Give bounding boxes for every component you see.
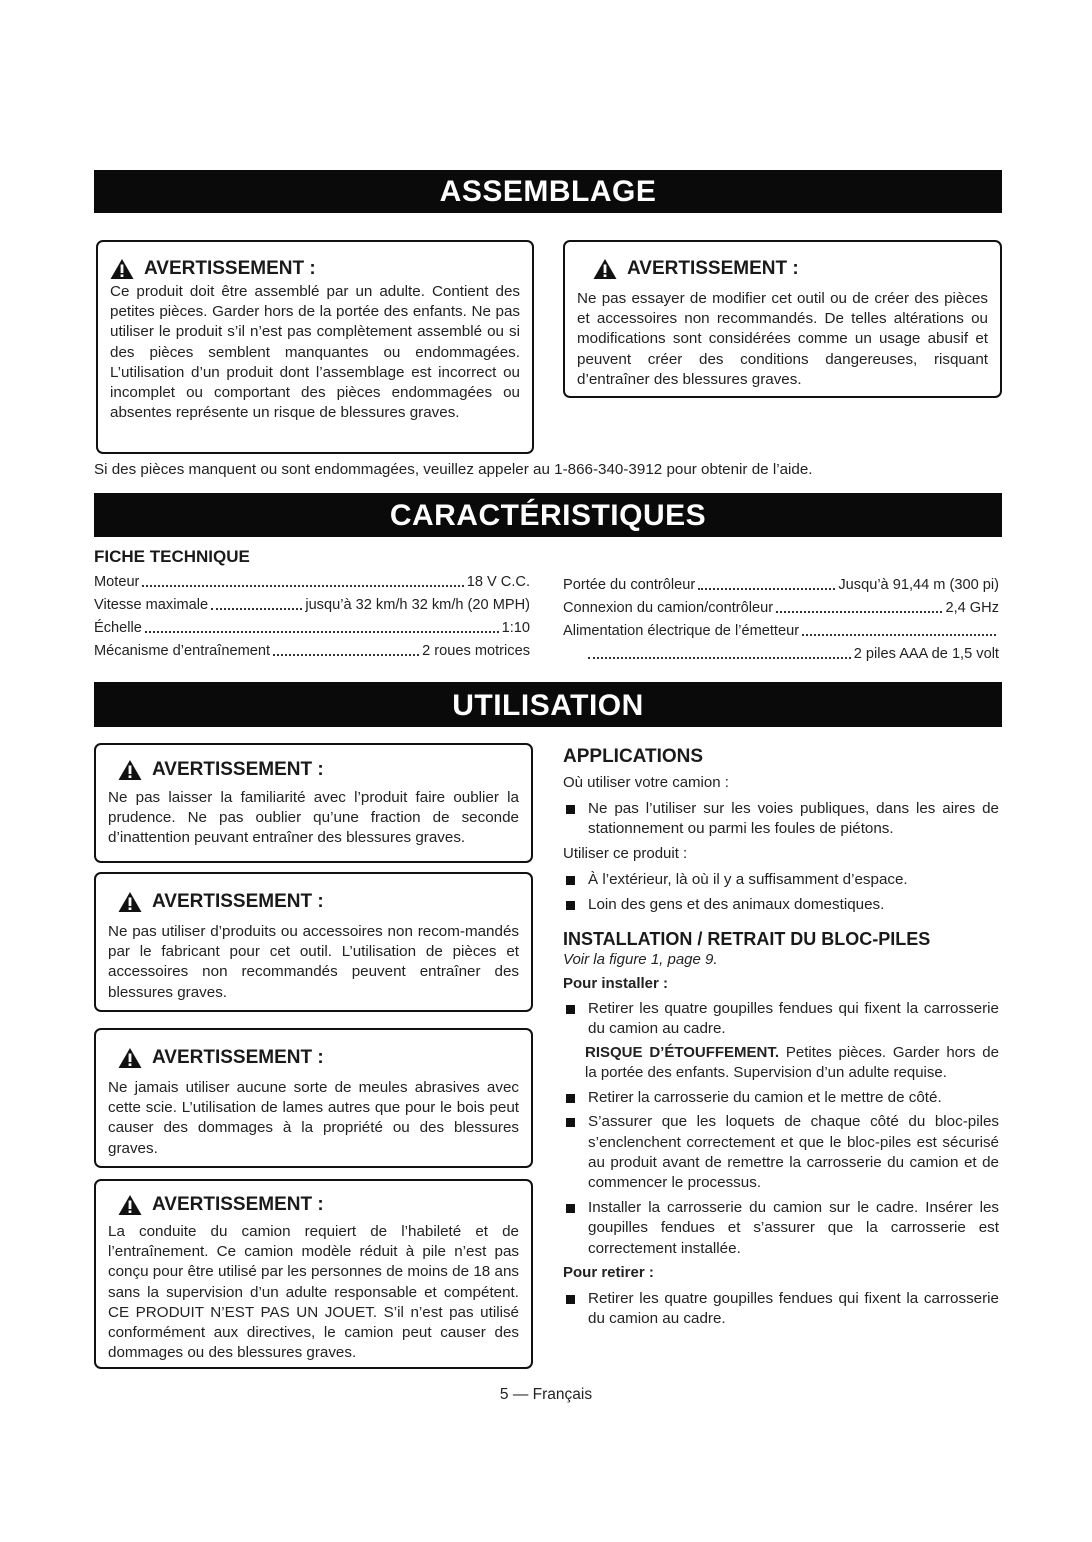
section-bar-caracteristiques xyxy=(94,493,1002,537)
list-item: Retirer les quatre goupilles fendues qui fixent la carrosserie du camion au cadre. xyxy=(563,1289,999,1330)
section-bar-utilisation xyxy=(94,682,1002,727)
warning-box-driving xyxy=(94,1179,533,1369)
warning-box-assembly-adult xyxy=(96,240,534,454)
section-title-caracteristiques: CARACTÉRISTIQUES xyxy=(389,499,707,532)
missing-parts-note: Si des pièces manquent ou sont endommagées, veuillez appeler au 1-866-340-3912 pour obtenir de l’aide. xyxy=(94,461,813,478)
square-bullet-icon xyxy=(566,1204,575,1213)
square-bullet-icon xyxy=(566,1295,575,1304)
page-footer: 5 — Français xyxy=(499,1386,593,1403)
list-item: S’assurer que les loquets de chaque côté du bloc-piles s’enclenchent correctement et que le bloc-piles est sécurisé au produit avant de remettre la carrosserie du camion et de commencer le processus. xyxy=(563,1112,999,1194)
fiche-technique-title: FICHE TECHNIQUE xyxy=(94,547,250,566)
warning-triangle-icon xyxy=(118,1047,142,1069)
square-bullet-icon xyxy=(566,901,575,910)
spec-row: Vitesse maximale jusqu’à 32 km/h 32 km/h (20 MPH) xyxy=(94,594,530,617)
section-title-utilisation: UTILISATION xyxy=(452,689,644,722)
warning-heading: AVERTISSEMENT : xyxy=(118,891,519,913)
warning-triangle-icon xyxy=(110,258,134,280)
warning-text: Ne pas essayer de modifier cet outil ou de créer des pièces et accessoires non recommandés. De telles altérations ou modifications sont considérées comme un usage abusif et peuvent créer des conditions dangereuses, risquant d’entraîner des blessures graves. xyxy=(577,290,988,388)
warning-text: Ne jamais utiliser aucune sorte de meules abrasives avec cette scie. L’utilisation de lames autres que pour le bois peut causer des dommages à la propriété ou des blessures graves. xyxy=(108,1079,519,1157)
warning-text: Ne pas utiliser d’produits ou accessoires non recom-mandés par le fabricant pour cet outil. L’utilisation de pièces et accessoires non recommandés peuvent entraîner des blessures graves. xyxy=(108,923,519,1001)
warning-triangle-icon xyxy=(593,258,617,280)
spec-row: Moteur 18 V C.C. xyxy=(94,571,530,594)
spec-row: Connexion du camion/contrôleur 2,4 GHz xyxy=(563,597,999,620)
list-item: À l’extérieur, là où il y a suffisamment d’espace. xyxy=(563,870,999,890)
installation-title: INSTALLATION / RETRAIT DU BLOC-PILES xyxy=(563,929,931,949)
warning-triangle-icon xyxy=(118,759,142,781)
installation-section xyxy=(563,929,999,1329)
install-label: Pour installer : xyxy=(563,974,669,992)
warning-heading: AVERTISSEMENT : xyxy=(593,258,988,280)
square-bullet-icon xyxy=(566,1094,575,1103)
warning-triangle-icon xyxy=(118,891,142,913)
square-bullet-icon xyxy=(566,1118,575,1127)
applications-section xyxy=(563,746,999,916)
spec-row: Alimentation électrique de l’émetteur xyxy=(563,620,999,643)
square-bullet-icon xyxy=(566,876,575,885)
square-bullet-icon xyxy=(566,805,575,814)
warning-heading: AVERTISSEMENT : xyxy=(118,1047,519,1069)
spec-list-left xyxy=(94,571,530,663)
warning-triangle-icon xyxy=(118,1194,142,1216)
spec-row: Portée du contrôleur Jusqu’à 91,44 m (300 pi) xyxy=(563,574,999,597)
list-item: Ne pas l’utiliser sur les voies publiques, dans les aires de stationnement ou parmi les foules de piétons. xyxy=(563,799,999,840)
choking-hazard-note: RISQUE D’ÉTOUFFEMENT. Petites pièces. Garder hors de la portée des enfants. Supervision d’un adulte requise. xyxy=(585,1043,999,1082)
spec-list-right xyxy=(563,574,999,666)
spec-row: Échelle 1:10 xyxy=(94,617,530,640)
warning-heading: AVERTISSEMENT : xyxy=(110,258,520,280)
section-title-assemblage: ASSEMBLAGE xyxy=(439,175,657,208)
warning-heading: AVERTISSEMENT : xyxy=(118,1194,519,1216)
spec-row: Mécanisme d’entraînement 2 roues motrices xyxy=(94,640,530,663)
square-bullet-icon xyxy=(566,1005,575,1014)
warning-box-abrasive xyxy=(94,1028,533,1168)
warning-text: La conduite du camion requiert de l’habileté et de l’entraînement. Ce camion modèle réduit à pile n’est pas conçu pour être utilisé par les personnes de moins de 18 ans sans la supervision d’un adulte responsable et compétent. CE PRODUIT N’EST PAS UN JOUET. S’il n’est pas utilisé conformément aux directives, le camion peut causer des dommages ou des blessures graves. xyxy=(108,1223,519,1362)
list-item: Loin des gens et des animaux domestiques. xyxy=(563,895,999,915)
list-item: Retirer la carrosserie du camion et le mettre de côté. xyxy=(563,1088,999,1108)
applications-intro-where: Où utiliser votre camion : xyxy=(563,774,729,791)
section-bar-assemblage xyxy=(94,170,1002,213)
warning-text: Ce produit doit être assemblé par un adulte. Contient des petites pièces. Garder hors de la portée des enfants. Ne pas utiliser le produit s’il n’est pas complètement assemblé ou si des pièces semblent manquantes ou endommagées. L’utilisation d’un produit dont l’assemblage est incorrect ou incomplet ou comportant des pièces endommagées ou absentes représente un risque de blessures graves. xyxy=(110,283,520,422)
warning-box-familiarity xyxy=(94,743,533,863)
warning-heading: AVERTISSEMENT : xyxy=(118,759,519,781)
warning-box-modification xyxy=(563,240,1002,398)
spec-row: 2 piles AAA de 1,5 volt xyxy=(563,643,999,666)
remove-label: Pour retirer : xyxy=(563,1264,654,1282)
applications-intro-use: Utiliser ce produit : xyxy=(563,845,688,863)
applications-title: APPLICATIONS xyxy=(563,746,704,767)
list-item: Retirer les quatre goupilles fendues qui fixent la carrosserie du camion au cadre. xyxy=(563,999,999,1040)
warning-text: Ne pas laisser la familiarité avec l’produit faire oublier la prudence. Ne pas oublier qu’une fraction de seconde d’inattention peuvant entraîner des blessures graves. xyxy=(108,789,519,847)
list-item: Installer la carrosserie du camion sur le cadre. Insérer les goupilles fendues et s’assurer que la carrosserie est correctement installée. xyxy=(563,1198,999,1259)
warning-box-accessories xyxy=(94,872,533,1012)
figure-reference: Voir la figure 1, page 9. xyxy=(563,951,718,968)
